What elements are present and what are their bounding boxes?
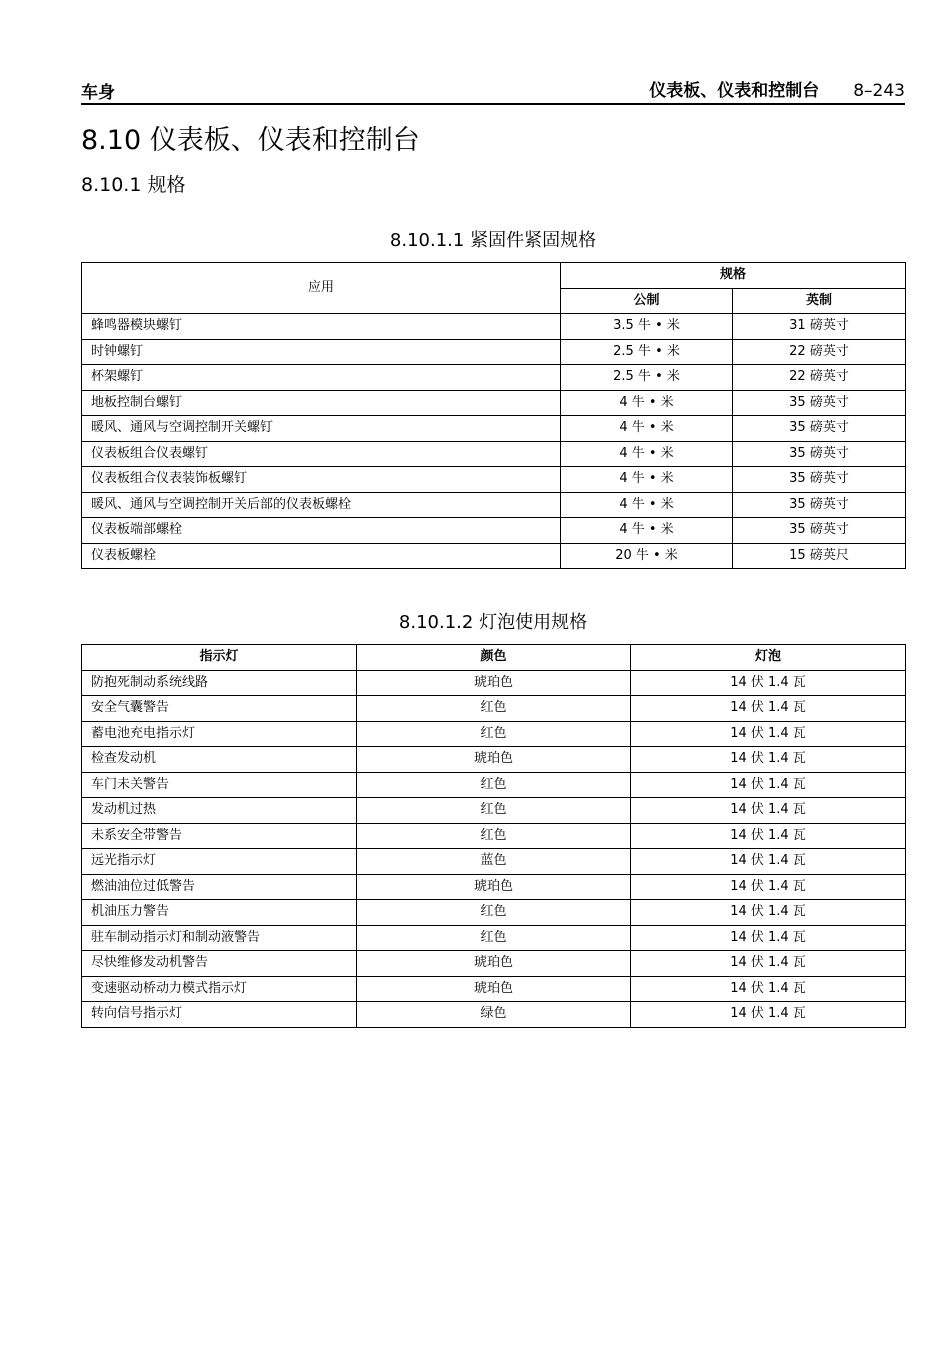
cell-indicator: 转向信号指示灯: [82, 1002, 357, 1028]
cell-indicator: 远光指示灯: [82, 849, 357, 875]
cell-metric: 4 牛 • 米: [561, 416, 733, 442]
fastener-table-caption: 8.10.1.1 紧固件紧固规格: [389, 230, 597, 251]
cell-indicator: 驻车制动指示灯和制动液警告: [82, 925, 357, 951]
cell-color: 琥珀色: [357, 670, 631, 696]
cell-bulb: 14 伏 1.4 瓦: [631, 747, 906, 773]
cell-color: 红色: [357, 721, 631, 747]
running-header: [81, 78, 905, 105]
cell-application: 暖风、通风与空调控制开关后部的仪表板螺栓: [82, 492, 561, 518]
header-imperial: 英制: [733, 288, 906, 314]
cell-imperial: 35 磅英寸: [733, 518, 906, 544]
table-row: [82, 670, 906, 696]
bulb-table-body: [82, 670, 906, 1027]
table-row: [82, 696, 906, 722]
cell-metric: 20 牛 • 米: [561, 543, 733, 569]
cell-color: 红色: [357, 798, 631, 824]
cell-bulb: 14 伏 1.4 瓦: [631, 772, 906, 798]
cell-metric: 4 牛 • 米: [561, 390, 733, 416]
table-row: [82, 925, 906, 951]
cell-bulb: 14 伏 1.4 瓦: [631, 670, 906, 696]
section-subtitle: 8.10.1 规格: [81, 174, 186, 196]
cell-imperial: 22 磅英寸: [733, 339, 906, 365]
cell-bulb: 14 伏 1.4 瓦: [631, 696, 906, 722]
cell-bulb: 14 伏 1.4 瓦: [631, 874, 906, 900]
cell-metric: 4 牛 • 米: [561, 441, 733, 467]
cell-application: 地板控制台螺钉: [82, 390, 561, 416]
cell-imperial: 35 磅英寸: [733, 390, 906, 416]
cell-bulb: 14 伏 1.4 瓦: [631, 823, 906, 849]
cell-bulb: 14 伏 1.4 瓦: [631, 1002, 906, 1028]
table-row: [82, 900, 906, 926]
table-row: [82, 976, 906, 1002]
cell-metric: 4 牛 • 米: [561, 518, 733, 544]
cell-application: 仪表板组合仪表螺钉: [82, 441, 561, 467]
cell-imperial: 22 磅英寸: [733, 365, 906, 391]
header-spec: 规格: [561, 263, 906, 289]
cell-color: 红色: [357, 696, 631, 722]
header-chapter: 仪表板、仪表和控制台: [649, 81, 820, 101]
header-color: 颜色: [357, 645, 631, 671]
cell-color: 琥珀色: [357, 874, 631, 900]
header-application: 应用: [82, 263, 561, 314]
cell-imperial: 15 磅英尺: [733, 543, 906, 569]
table-row: [82, 339, 906, 365]
cell-application: 时钟螺钉: [82, 339, 561, 365]
cell-metric: 2.5 牛 • 米: [561, 365, 733, 391]
header-bulb: 灯泡: [631, 645, 906, 671]
cell-color: 红色: [357, 900, 631, 926]
header-chapter-group: [649, 76, 905, 101]
cell-metric: 3.5 牛 • 米: [561, 314, 733, 340]
bulb-spec-table: [81, 644, 906, 1028]
table-row: [82, 747, 906, 773]
cell-application: 蜂鸣器模块螺钉: [82, 314, 561, 340]
table-row: [82, 543, 906, 569]
table-row: [82, 492, 906, 518]
cell-color: 琥珀色: [357, 747, 631, 773]
cell-bulb: 14 伏 1.4 瓦: [631, 900, 906, 926]
cell-metric: 4 牛 • 米: [561, 492, 733, 518]
table-row: [82, 849, 906, 875]
cell-bulb: 14 伏 1.4 瓦: [631, 798, 906, 824]
cell-application: 杯架螺钉: [82, 365, 561, 391]
cell-imperial: 35 磅英寸: [733, 441, 906, 467]
cell-color: 红色: [357, 925, 631, 951]
page-number: 8–243: [853, 81, 905, 101]
cell-indicator: 蓄电池充电指示灯: [82, 721, 357, 747]
fastener-table-body: [82, 314, 906, 569]
table-row: [82, 874, 906, 900]
cell-imperial: 35 磅英寸: [733, 492, 906, 518]
table-row: [82, 721, 906, 747]
table-row: [82, 772, 906, 798]
header-section: 车身: [81, 83, 115, 103]
cell-bulb: 14 伏 1.4 瓦: [631, 721, 906, 747]
cell-application: 仪表板螺栓: [82, 543, 561, 569]
cell-metric: 2.5 牛 • 米: [561, 339, 733, 365]
table-row: [82, 1002, 906, 1028]
cell-bulb: 14 伏 1.4 瓦: [631, 951, 906, 977]
table-row: [82, 798, 906, 824]
table-row: [82, 390, 906, 416]
table-row: [82, 467, 906, 493]
cell-application: 仪表板端部螺栓: [82, 518, 561, 544]
cell-imperial: 31 磅英寸: [733, 314, 906, 340]
table-row: [82, 365, 906, 391]
cell-indicator: 车门未关警告: [82, 772, 357, 798]
cell-indicator: 未系安全带警告: [82, 823, 357, 849]
cell-indicator: 燃油油位过低警告: [82, 874, 357, 900]
cell-indicator: 安全气囊警告: [82, 696, 357, 722]
bulb-table-caption: 8.10.1.2 灯泡使用规格: [398, 612, 588, 633]
cell-metric: 4 牛 • 米: [561, 467, 733, 493]
table-row: [82, 823, 906, 849]
header-metric: 公制: [561, 288, 733, 314]
table-row: [82, 416, 906, 442]
cell-color: 琥珀色: [357, 976, 631, 1002]
cell-bulb: 14 伏 1.4 瓦: [631, 976, 906, 1002]
cell-indicator: 检查发动机: [82, 747, 357, 773]
table-row: [82, 441, 906, 467]
table-row: [82, 518, 906, 544]
cell-color: 绿色: [357, 1002, 631, 1028]
cell-color: 红色: [357, 823, 631, 849]
cell-indicator: 发动机过热: [82, 798, 357, 824]
fastener-spec-table: [81, 262, 906, 569]
table-row: [82, 951, 906, 977]
table-row: [82, 314, 906, 340]
cell-imperial: 35 磅英寸: [733, 416, 906, 442]
cell-bulb: 14 伏 1.4 瓦: [631, 849, 906, 875]
cell-indicator: 机油压力警告: [82, 900, 357, 926]
cell-imperial: 35 磅英寸: [733, 467, 906, 493]
cell-application: 仪表板组合仪表装饰板螺钉: [82, 467, 561, 493]
cell-color: 琥珀色: [357, 951, 631, 977]
cell-color: 红色: [357, 772, 631, 798]
cell-color: 蓝色: [357, 849, 631, 875]
cell-indicator: 尽快维修发动机警告: [82, 951, 357, 977]
cell-indicator: 防抱死制动系统线路: [82, 670, 357, 696]
cell-bulb: 14 伏 1.4 瓦: [631, 925, 906, 951]
page-title: 8.10 仪表板、仪表和控制台: [81, 125, 420, 156]
cell-indicator: 变速驱动桥动力模式指示灯: [82, 976, 357, 1002]
header-indicator: 指示灯: [82, 645, 357, 671]
cell-application: 暖风、通风与空调控制开关螺钉: [82, 416, 561, 442]
